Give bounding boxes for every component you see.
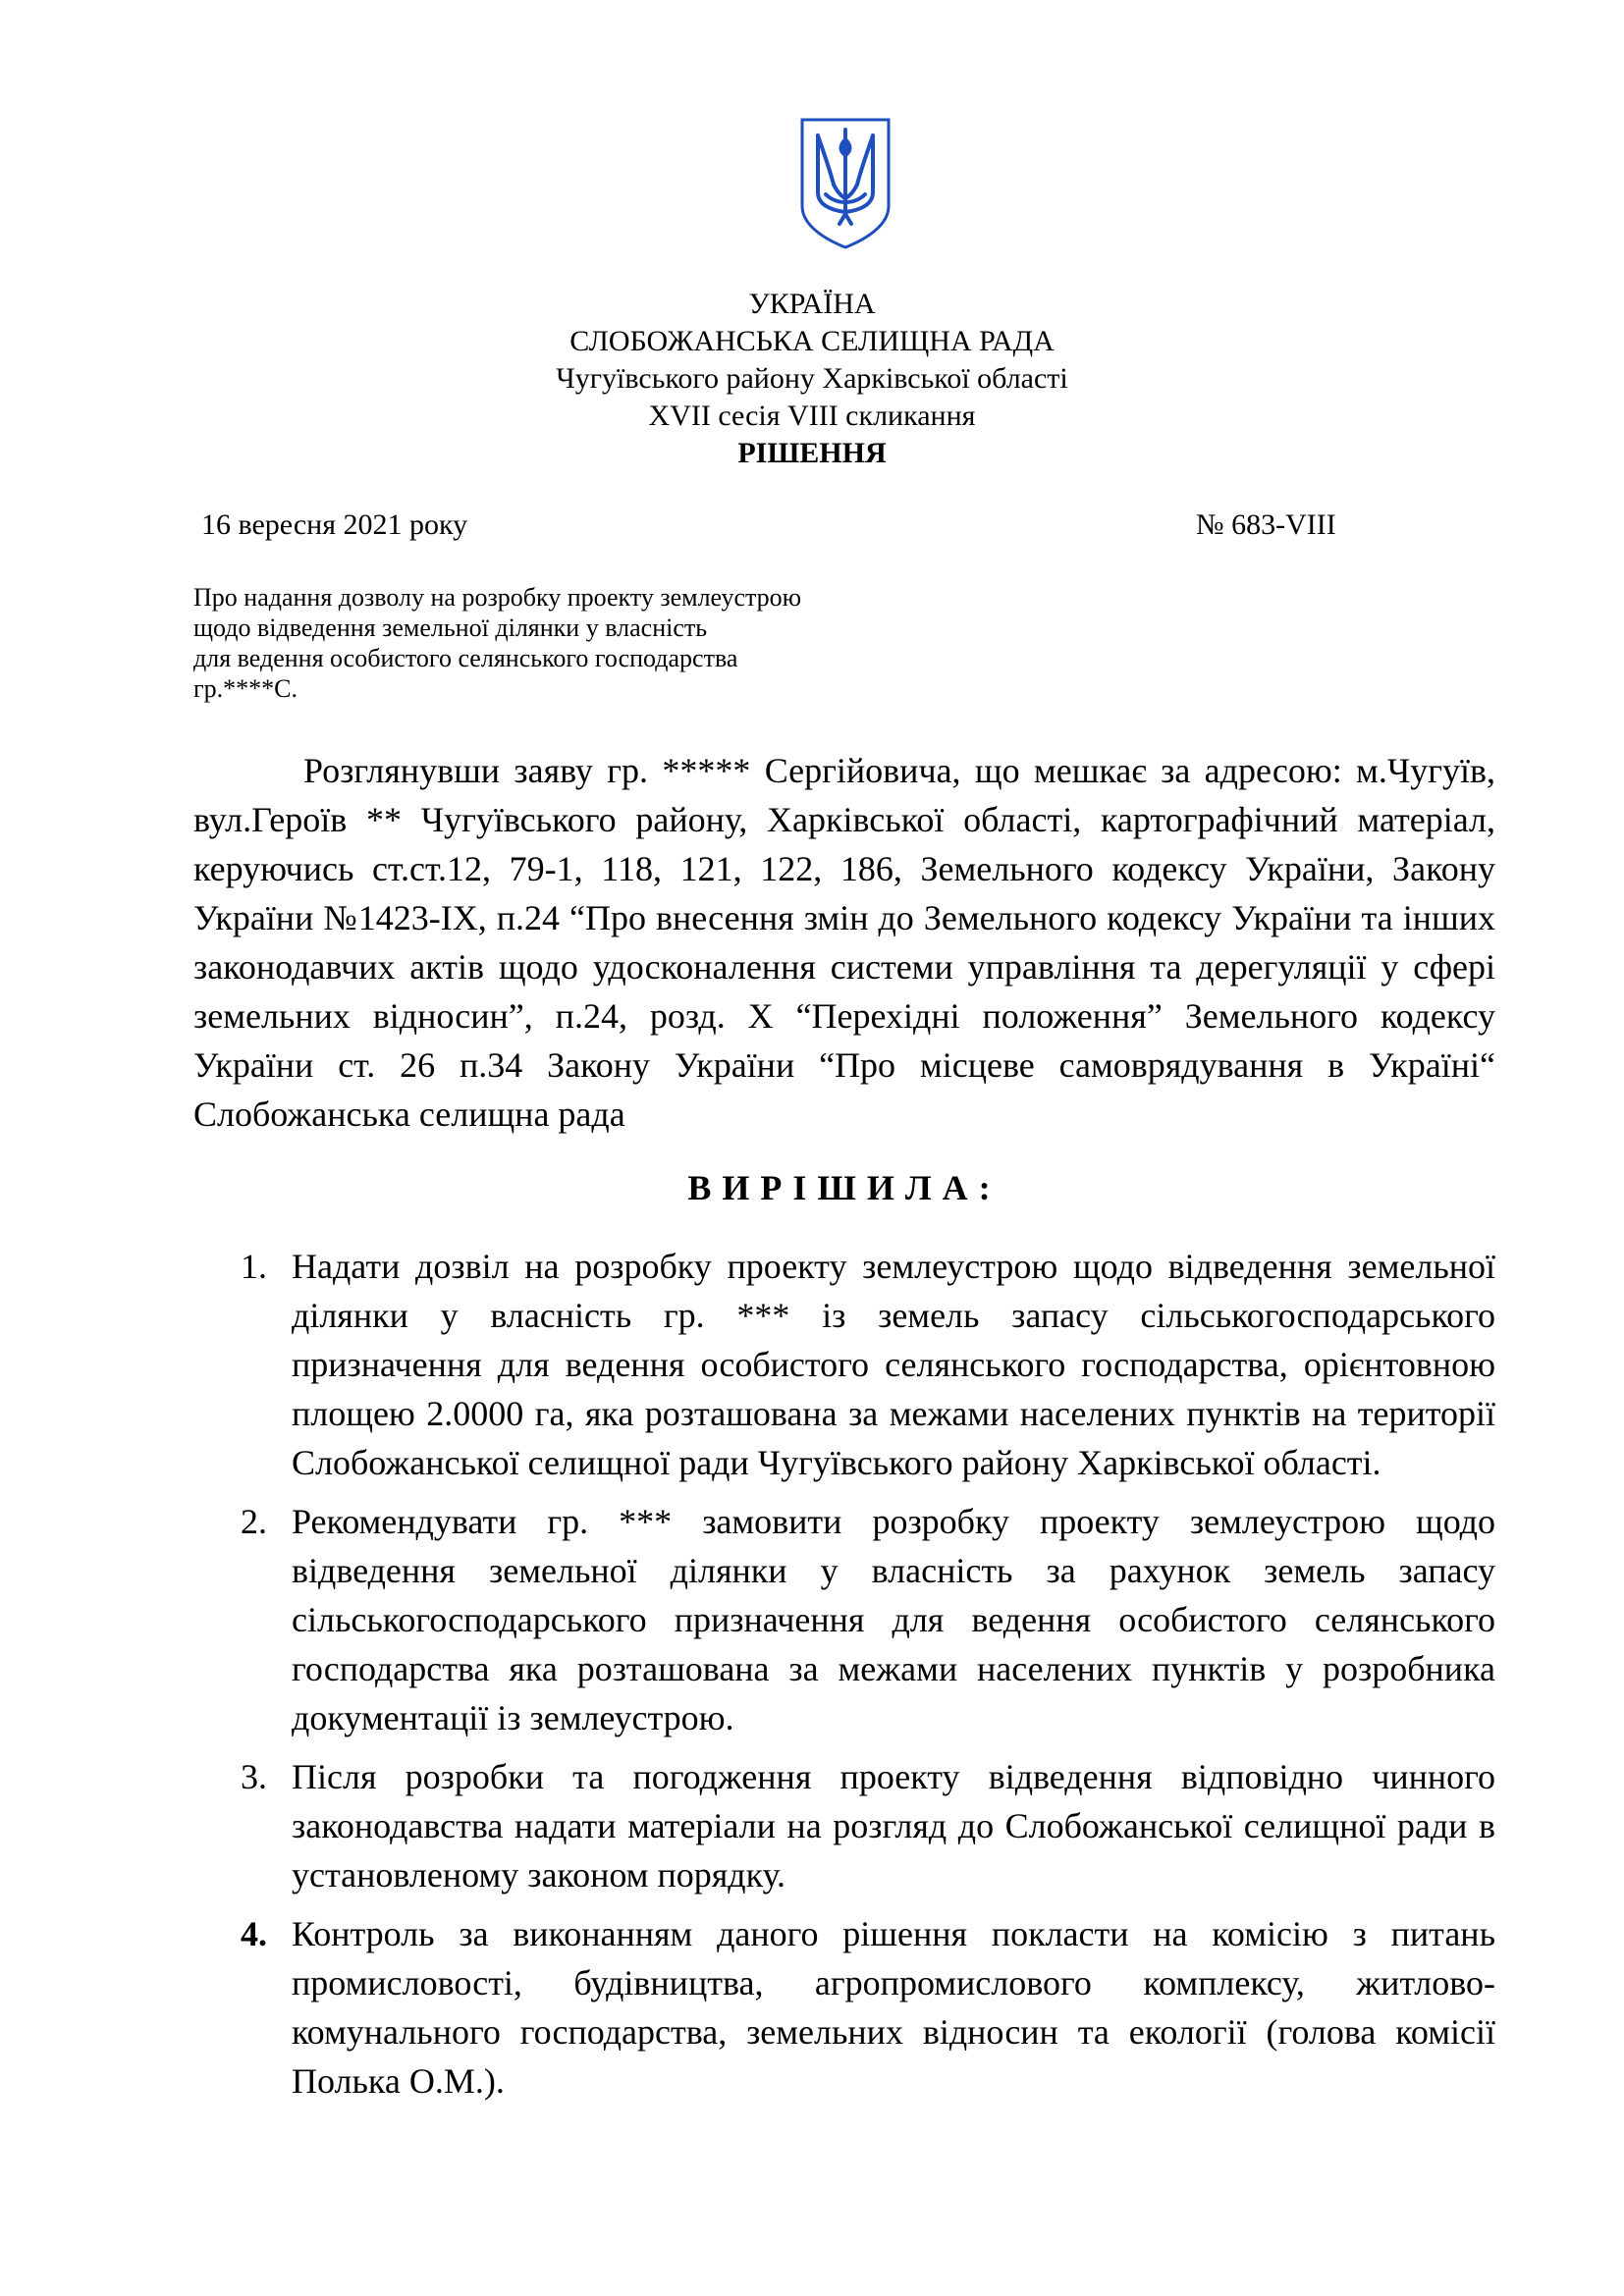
council-name: СЛОБОЖАНСЬКА СЕЛИЩНА РАДА (569, 325, 1055, 357)
decision-body (193, 746, 1495, 2115)
item-text: Після розробки та погодження проекту відведення відповідно чинного законодавства надати матеріали на розгляд до Слобожанської селищної ради в установленому законом порядку. (292, 1757, 1495, 1895)
decision-item (193, 1752, 1495, 1899)
item-number: 3. (241, 1757, 267, 1796)
district-name: Чугуївського району Харківської області (556, 362, 1068, 395)
subject-line: щодо відведення земельної ділянки у власність (193, 614, 708, 642)
item-number: 4. (241, 1914, 267, 1953)
decision-item (193, 1909, 1495, 2106)
decision-date: 16 вересня 2021 року (201, 508, 468, 541)
subject-line: гр.****С. (193, 674, 298, 703)
decision-items (193, 1242, 1495, 2106)
coat-of-arms-trident-icon (796, 116, 894, 251)
item-number: 1. (241, 1247, 267, 1286)
item-text: Рекомендувати гр. *** замовити розробку проекту землеустрою щодо відведення земельної ділянки у власність за рахунок земель запасу сільськогосподарського призначення для ведення особистого селянського господарства яка розташована за межами населених пунктів у розробника документації із землеустрою. (292, 1502, 1495, 1737)
preamble-paragraph: Розглянувши заяву гр. ***** Сергійовича, що мешкає за адресою: м.Чугуїв, вул.Героїв ** Чугуївського району, Харківської області, картографічний матеріал, керуючись ст.ст.12, 79-1, 118, 121, 122, 186, Земельного кодексу України, Закону України №1423-ІХ, п.24 “Про внесення змін до Земельного кодексу України та інших законодавчих актів щодо удосконалення системи управління та дерегуляції у сфері земельних відносин”, п.24, розд. Х “Перехідні положення” Земельного кодексу України ст. 26 п.34 Закону України “Про місцеве самоврядування в Україні“ Слобожанська селищна рада (193, 751, 1495, 1134)
decided-heading: ВИРІШИЛА: (687, 1168, 1001, 1207)
item-text: Надати дозвіл на розробку проекту землеустрою щодо відведення земельної ділянки у власність гр. *** із земель запасу сільськогосподарського призначення для ведення особистого селянського господарства, орієнтовною площею 2.0000 га, яка розташована за межами населених пунктів на території Слобожанської селищної ради Чугуївського району Харківської області. (292, 1247, 1495, 1482)
document-type: РІШЕННЯ (737, 437, 887, 469)
decision-subject (193, 582, 801, 704)
session-line: XVII сесія VIII скликання (648, 400, 976, 432)
decision-item (193, 1242, 1495, 1487)
item-number: 2. (241, 1502, 267, 1541)
decision-number: № 683-VIII (1196, 508, 1336, 541)
subject-line: для ведення особистого селянського господарства (193, 644, 738, 672)
item-text: Контроль за виконанням даного рішення покласти на комісію з питань промисловості, будівництва, агропромислового комплексу, житлово-комунального господарства, земельних відносин та екології (голова комісії Полька О.М.). (292, 1914, 1495, 2101)
document-header (0, 286, 1624, 472)
subject-line: Про надання дозволу на розробку проекту землеустрою (193, 583, 802, 612)
country-name: УКРАЇНА (748, 288, 876, 320)
decision-item (193, 1497, 1495, 1742)
